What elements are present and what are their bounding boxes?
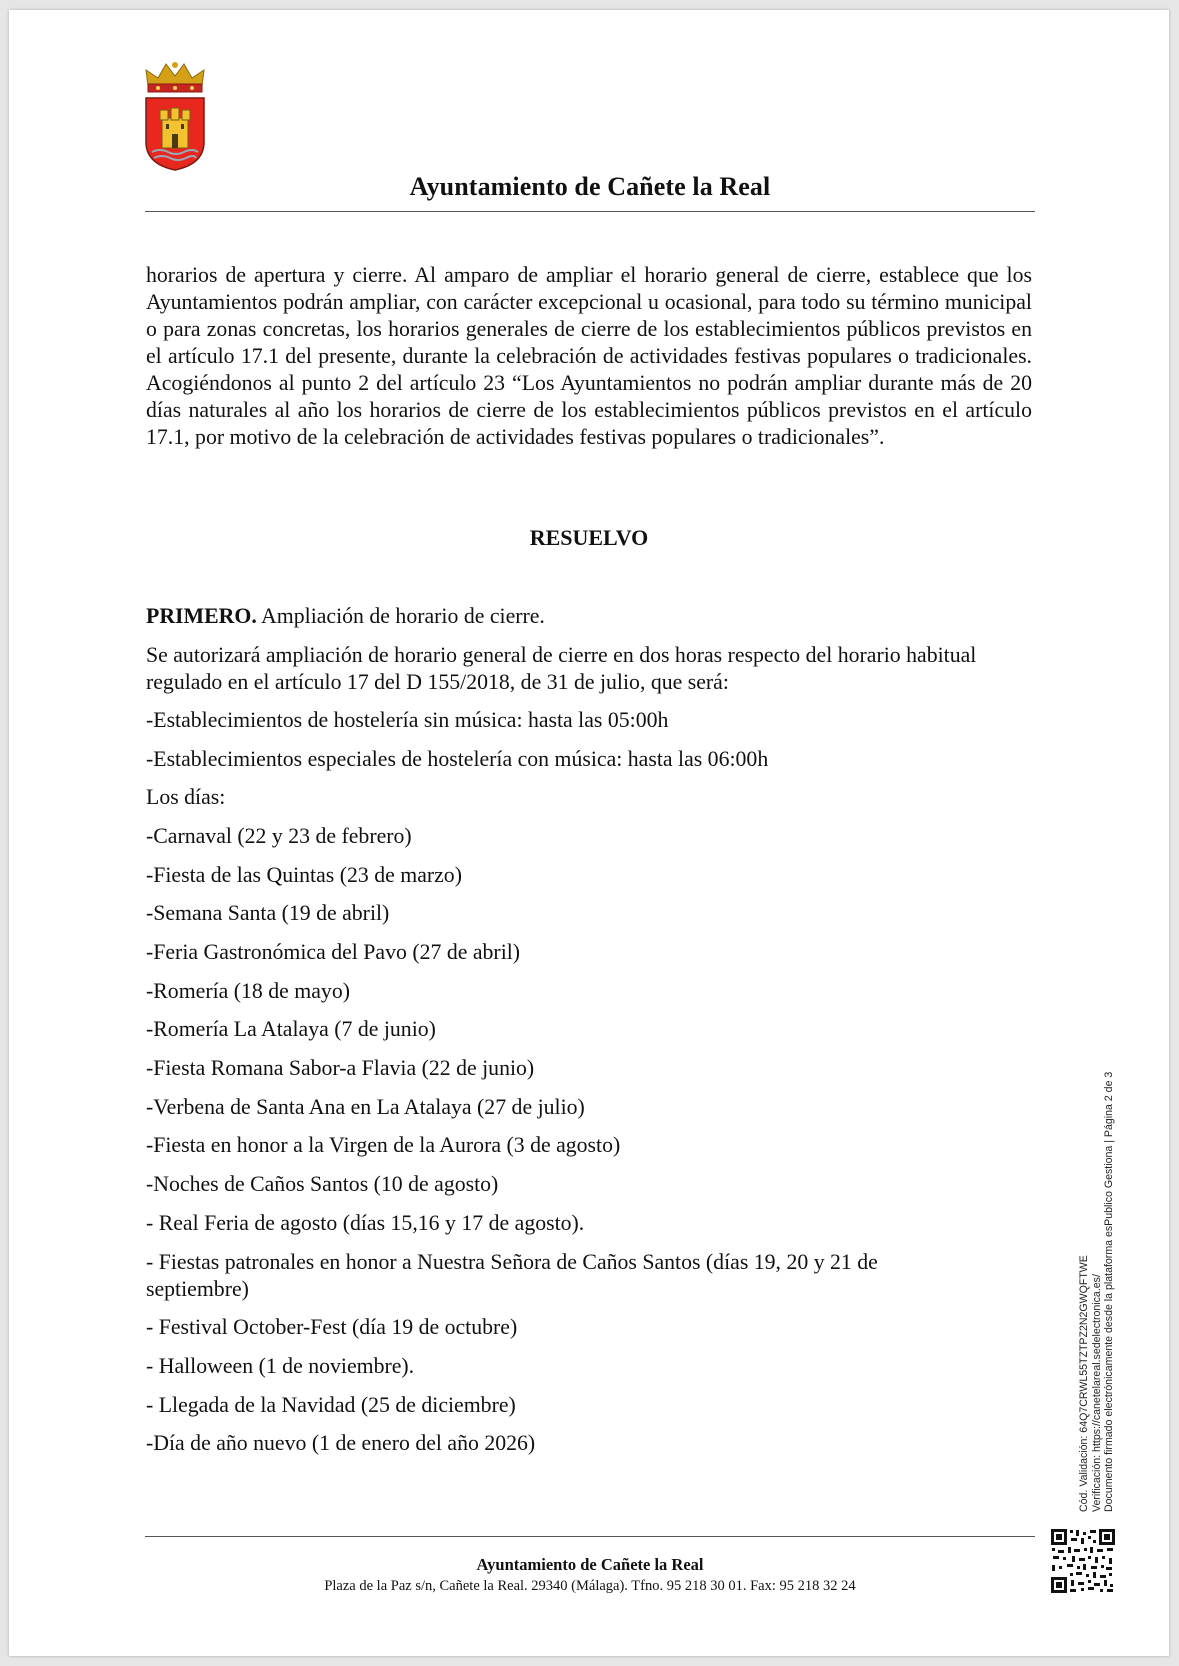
days-label: Los días:	[146, 785, 226, 809]
footer-title: Ayuntamiento de Cañete la Real	[476, 1555, 704, 1574]
footer-address: Plaza de la Paz s/n, Cañete la Real. 29340 (Málaga). Tfno. 95 218 30 01. Fax: 95 218 32 24	[324, 1578, 856, 1594]
resuelvo-heading: RESUELVO	[529, 525, 649, 550]
day-item: -Día de año nuevo (1 de enero del año 2026)	[146, 1431, 536, 1455]
day-item: -Romería La Atalaya (7 de junio)	[146, 1017, 436, 1041]
primero-text: Ampliación de horario de cierre.	[256, 604, 545, 628]
day-item: - Halloween (1 de noviembre).	[146, 1354, 415, 1378]
validation-code: Cód. Validación: 64Q7CRWL55TZTPZ2N2GWQFTWE	[1078, 1255, 1090, 1512]
autoriza-paragraph: Se autorizará ampliación de horario general de cierre en dos horas respecto del horario habitual regulado en el artículo 17 del D 155/2018, de 31 de julio, que será:	[146, 643, 977, 694]
day-item: - Real Feria de agosto (días 15,16 y 17 de agosto).	[146, 1211, 585, 1235]
day-item: - Festival October-Fest (día 19 de octubre)	[146, 1315, 518, 1339]
day-item: -Fiesta de las Quintas (23 de marzo)	[146, 863, 462, 887]
day-item: -Fiesta Romana Sabor-a Flavia (22 de junio)	[146, 1056, 535, 1080]
day-item: -Noches de Caños Santos (10 de agosto)	[146, 1172, 499, 1196]
day-item: -Semana Santa (19 de abril)	[146, 901, 390, 925]
hours-item: -Establecimientos especiales de hostelería con música: hasta las 06:00h	[146, 747, 769, 771]
day-item: - Llegada de la Navidad (25 de diciembre)	[146, 1393, 516, 1417]
hours-item: -Establecimientos de hostelería sin música: hasta las 05:00h	[146, 708, 669, 732]
primero-label: PRIMERO.	[146, 604, 257, 628]
footer-divider	[145, 1536, 1035, 1537]
verification-url: Verificación: https://canetelareal.sedelectronica.es/	[1090, 1274, 1103, 1512]
header-title: Ayuntamiento de Cañete la Real	[409, 172, 771, 201]
day-item: -Feria Gastronómica del Pavo (27 de abril)	[146, 940, 521, 964]
coat-of-arms-logo	[140, 60, 210, 172]
day-item: -Carnaval (22 y 23 de febrero)	[146, 824, 412, 848]
primero-line	[146, 603, 545, 630]
qr-code-icon[interactable]	[1050, 1528, 1116, 1594]
day-item: -Romería (18 de mayo)	[146, 979, 350, 1003]
signature-note: Documento firmado electrónicamente desde la plataforma esPublico Gestiona | Página 2 de 3	[1103, 1071, 1115, 1512]
day-item: -Fiesta en honor a la Virgen de la Aurora (3 de agosto)	[146, 1133, 621, 1157]
day-item: -Verbena de Santa Ana en La Atalaya (27 de julio)	[146, 1095, 585, 1119]
header-divider	[145, 211, 1035, 212]
day-item: - Fiestas patronales en honor a Nuestra Señora de Caños Santos (días 19, 20 y 21 de septiembre)	[146, 1250, 878, 1301]
intro-paragraph: horarios de apertura y cierre. Al amparo de ampliar el horario general de cierre, establece que los Ayuntamientos podrán ampliar, con carácter excepcional u ocasional, para todo su término municipal o para zonas concretas, los horarios generales de cierre de los establecimientos públicos previstos en el artículo 17.1 del presente, durante la celebración de actividades festivas populares o tradicionales. Acogiéndonos al punto 2 del artículo 23 “Los Ayuntamientos no podrán ampliar durante más de 20 días naturales al año los horarios de cierre de los establecimientos públicos previstos en el artículo 17.1, por motivo de la celebración de actividades festivas populares o tradicionales”.	[146, 263, 1032, 449]
